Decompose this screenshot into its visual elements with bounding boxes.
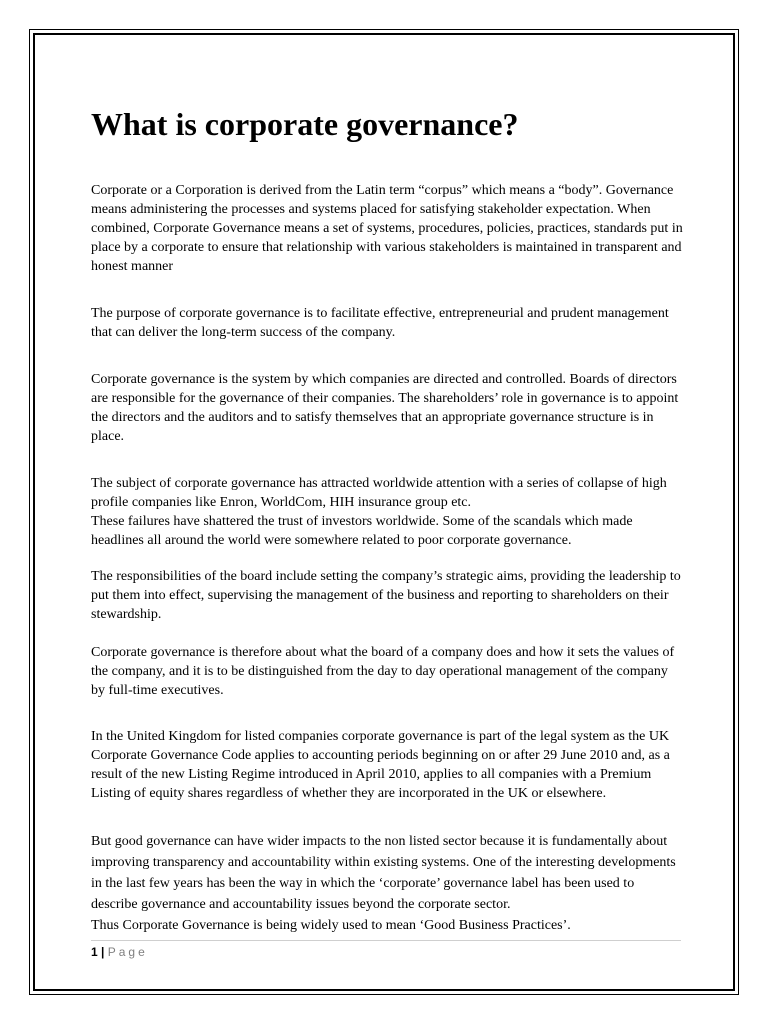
paragraph-board-responsibilities: The responsibilities of the board include setting the company’s strategic aims, providing the leadership to put them into effect, supervising the management of the business and reporting to shareholders on their stewardship. xyxy=(91,569,681,622)
page-footer xyxy=(91,944,148,960)
page-number: 1 xyxy=(91,945,98,959)
paragraph-failures: These failures have shattered the trust of investors worldwide. Some of the scandals which made headlines all around the world were somewhere related to poor corporate governance. xyxy=(91,514,633,548)
paragraph-board-role: Corporate governance is therefore about what the board of a company does and how it sets the values of the company, and it is to be distinguished from the day to day operational management of the company by full-time executives. xyxy=(91,645,675,698)
paragraph-system: Corporate governance is the system by which companies are directed and controlled. Boards of directors are responsible for the governance of their companies. The shareholders’ role in governance is to appoint the directors and the auditors and to satisfy themselves that an appropriate governance structure is in place. xyxy=(91,372,679,444)
page-label: Page xyxy=(107,945,148,959)
paragraph-collapses: The subject of corporate governance has attracted worldwide attention with a series of collapse of high profile companies like Enron, WorldCom, HIH insurance group etc. xyxy=(91,476,667,510)
footer-divider xyxy=(91,940,681,941)
paragraph-uk-code: In the United Kingdom for listed companies corporate governance is part of the legal system as the UK Corporate Governance Code applies to accounting periods beginning on or after 29 June 2010 and, as a result of the new Listing Regime introduced in April 2010, applies to all companies with a Premium Listing of equity shares regardless of whether they are incorporated in the UK or elsewhere. xyxy=(91,729,670,801)
paragraph-good-practices: Thus Corporate Governance is being widely used to mean ‘Good Business Practices’. xyxy=(91,918,571,933)
document-title: What is corporate governance? xyxy=(91,106,519,142)
paragraph-definition: Corporate or a Corporation is derived from the Latin term “corpus” which means a “body”. Governance means administering the processes and systems placed for satisfying stakeholder expectation. When combined, Corporate Governance means a set of systems, procedures, policies, practices, standards put in place by a corporate to ensure that relationship with various stakeholders is maintained in transparent and honest manner xyxy=(91,183,683,274)
document-body xyxy=(91,104,683,936)
paragraph-purpose: The purpose of corporate governance is to facilitate effective, entrepreneurial and prudent management that can deliver the long-term success of the company. xyxy=(91,306,669,340)
footer-separator: | xyxy=(101,945,105,959)
paragraph-wider-impacts: But good governance can have wider impacts to the non listed sector because it is fundamentally about improving transparency and accountability within existing systems. One of the interesting developments in the last few years has been the way in which the ‘corporate’ governance label has been used to describe governance and accountability issues beyond the corporate sector. xyxy=(91,834,676,912)
